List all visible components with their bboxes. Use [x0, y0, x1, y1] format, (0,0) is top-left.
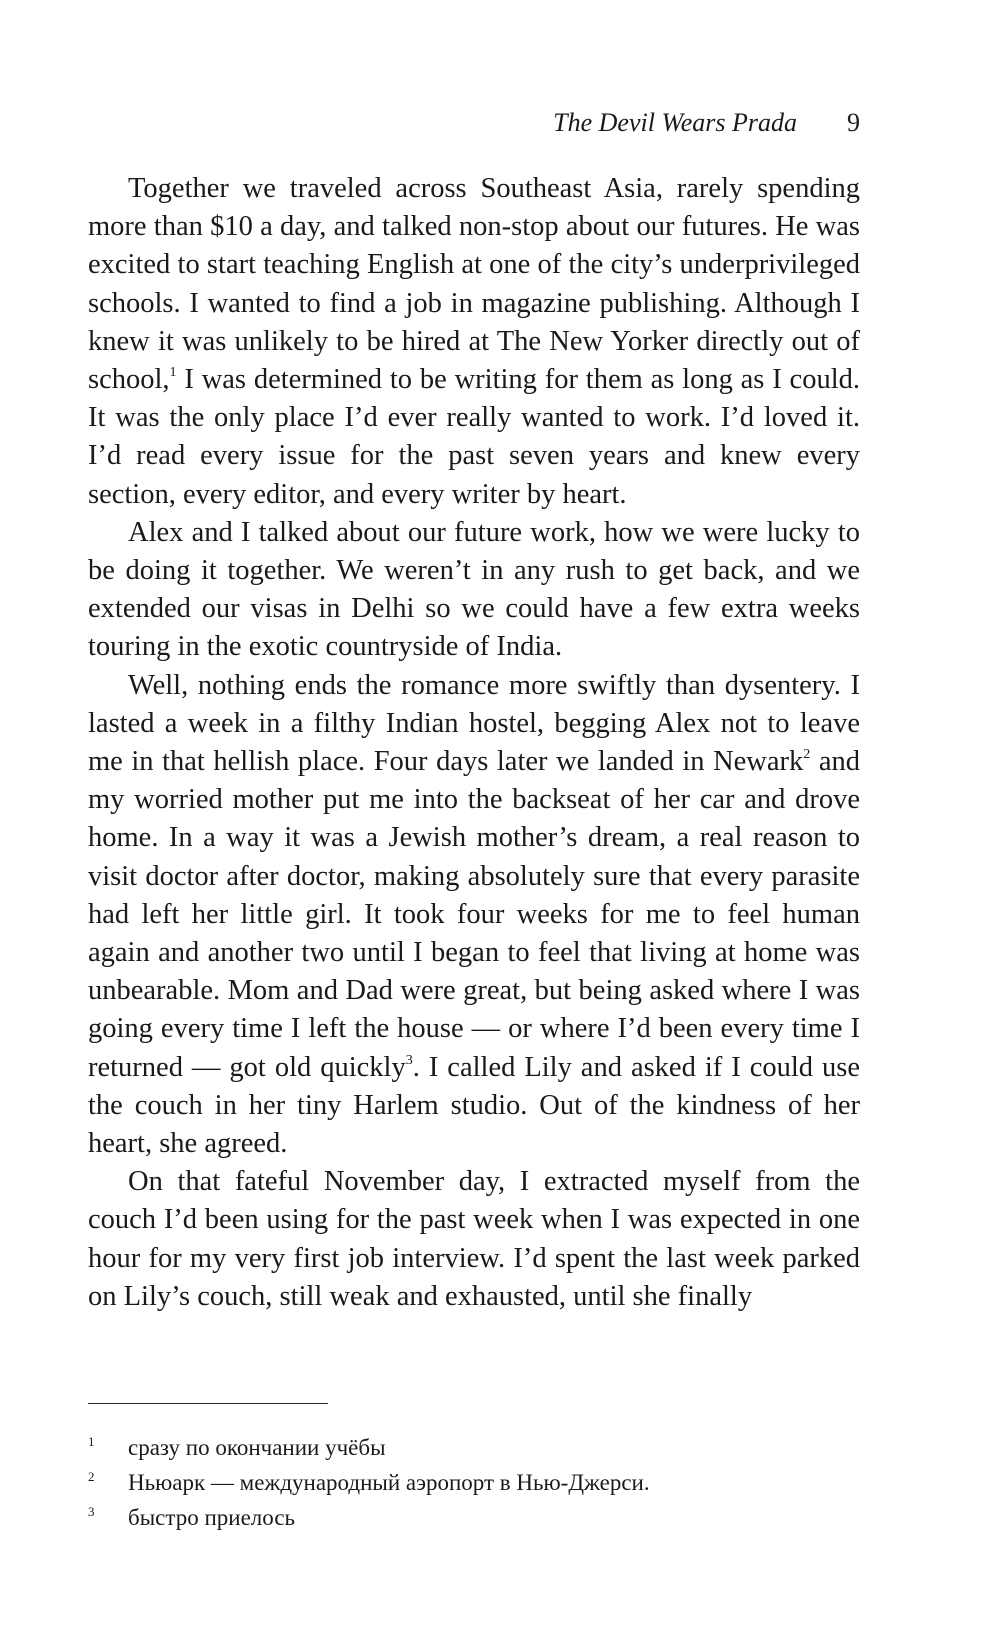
paragraph-text: . I called Lily and asked if I could use the couch in her tiny Harlem studio. Out of the kindness of her heart, she agreed.: [88, 1051, 860, 1160]
paragraph-text: On that fateful November day, I extracted myself from the couch I’d been using for the past week when I was expected in one hour for my very first job interview. I’d spent the last week parked on Lily’s couch, still weak and exhausted, until she finally: [88, 1166, 860, 1312]
footnote-ref: 1: [169, 365, 177, 381]
footnote: [88, 1430, 860, 1465]
book-page: [88, 0, 860, 1628]
body-text: [88, 170, 860, 1316]
footnote-text: быстро приелось: [128, 1505, 296, 1530]
paragraph-text: I was determined to be writing for them as long as I could. It was the only place I’d ever really wanted to work. I’d loved it. I’d read every issue for the past seven years and knew every section, every editor, and every writer by heart.: [88, 364, 860, 510]
footnotes: [88, 1430, 860, 1535]
paragraph-text: Alex and I talked about our future work, how we were lucky to be doing it together. We weren’t in any rush to get back, and we extended our visas in Delhi so we could have a few extra weeks touring in the exotic countryside of India.: [88, 516, 860, 663]
paragraph: [88, 514, 860, 667]
paragraph-text: Together we traveled across Southeast Asia, rarely spending more than $10 a day, and talked non-stop about our futures. He was excited to start teaching English at one of the city’s underprivileged schools. I wanted to find a job in magazine publishing. Although I knew it was unlikely to be hired at The New Yorker directly out of school,: [88, 173, 860, 396]
footnote-ref: 2: [803, 747, 811, 763]
paragraph: [88, 1163, 860, 1316]
paragraph: [88, 170, 860, 514]
paragraph-text: and my worried mother put me into the backseat of her car and drove home. In a way it was a Jewish mother’s dream, a real reason to visit doctor after doctor, making absolutely sure that every parasite had left her little girl. It took four weeks for me to feel human again and another two until I began to feel that living at home was unbearable. Mom and Dad were great, but being asked where I was going every time I left the house — or where I’d been every time I returned — got old quickly: [88, 746, 860, 1083]
footnote-number: 2: [88, 1469, 95, 1484]
footnote-number: 1: [88, 1434, 95, 1449]
footnote: [88, 1465, 860, 1500]
footnote-divider: [88, 1403, 328, 1404]
footnote-text: Ньюарк — международный аэропорт в Нью-Джерси.: [128, 1470, 650, 1495]
book-title: The Devil Wears Prada: [553, 108, 797, 137]
running-head: [553, 108, 860, 138]
paragraph-text: Well, nothing ends the romance more swiftly than dysentery. I lasted a week in a filthy Indian hostel, begging Alex not to leave me in that hellish place. Four days later we landed in Newark: [88, 669, 860, 778]
page-number: 9: [847, 108, 860, 137]
footnote-ref: 3: [405, 1052, 413, 1068]
footnote-text: сразу по окончании учёбы: [128, 1435, 386, 1460]
paragraph: [88, 667, 860, 1164]
footnote: [88, 1500, 860, 1535]
footnote-number: 3: [88, 1504, 95, 1519]
